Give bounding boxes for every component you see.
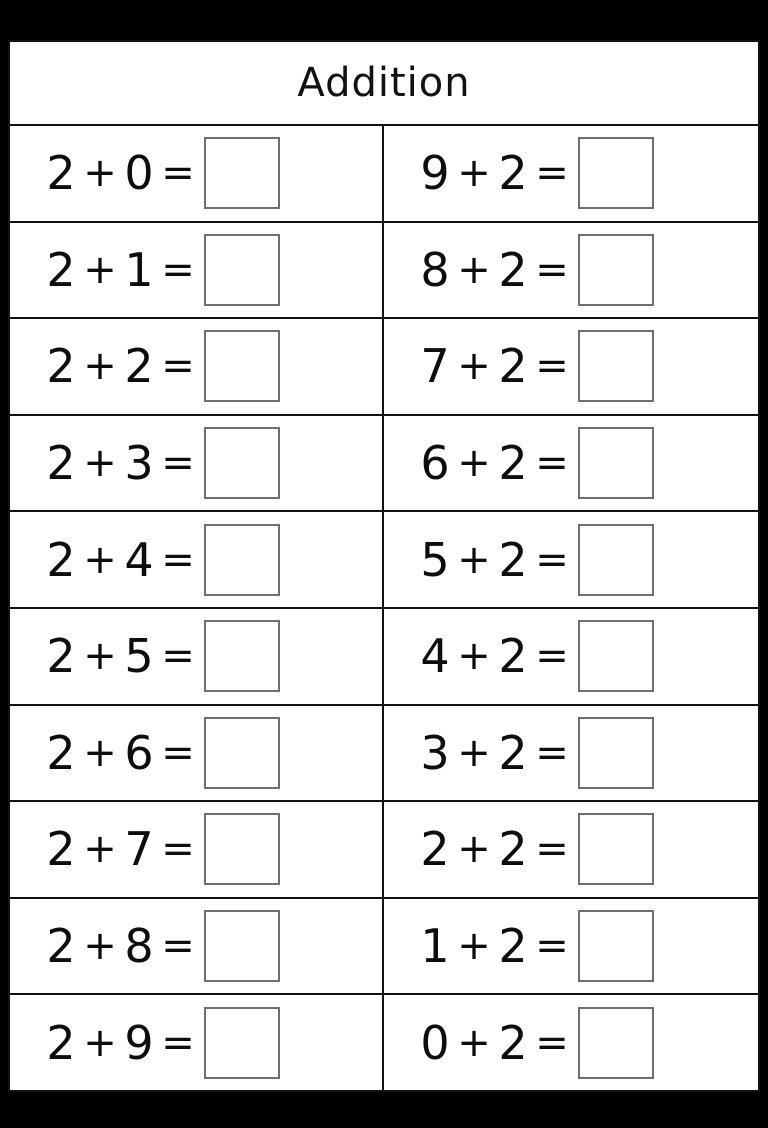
answer-input[interactable] [204, 910, 280, 982]
addend-second: 4 [124, 532, 154, 587]
table-row [10, 223, 758, 320]
plus-operator: + [83, 1019, 117, 1066]
problem-cell-left-5 [10, 512, 384, 607]
problem-cell-left-10 [10, 995, 384, 1090]
problem-cell-right-1 [384, 126, 758, 221]
problem-rows [10, 126, 758, 1090]
addend-second: 1 [124, 242, 154, 297]
problem-right-6 [418, 620, 654, 692]
table-row [10, 126, 758, 223]
addend-first: 2 [46, 629, 76, 684]
addend-first: 2 [46, 436, 76, 491]
problem-cell-right-2 [384, 223, 758, 318]
equals-sign: = [161, 923, 195, 970]
answer-input[interactable] [578, 717, 654, 789]
equals-sign: = [535, 440, 569, 487]
addend-first: 8 [420, 242, 450, 297]
addend-first: 5 [420, 532, 450, 587]
problem-left-10 [44, 1007, 280, 1079]
plus-operator: + [457, 826, 491, 873]
problem-left-3 [44, 330, 280, 402]
addend-second: 3 [124, 436, 154, 491]
equals-sign: = [535, 246, 569, 293]
worksheet-sheet [8, 40, 760, 1092]
equals-sign: = [161, 729, 195, 776]
addend-second: 5 [124, 629, 154, 684]
equals-sign: = [161, 440, 195, 487]
problem-left-6 [44, 620, 280, 692]
problem-cell-right-9 [384, 899, 758, 994]
answer-input[interactable] [578, 330, 654, 402]
addend-second: 7 [124, 822, 154, 877]
addend-first: 2 [46, 919, 76, 974]
equals-sign: = [161, 343, 195, 390]
problem-right-8 [418, 813, 654, 885]
page-title: Addition [297, 60, 471, 106]
table-row [10, 995, 758, 1090]
problem-left-1 [44, 137, 280, 209]
problem-cell-left-9 [10, 899, 384, 994]
addend-second: 9 [124, 1015, 154, 1070]
addend-second: 2 [498, 532, 528, 587]
answer-input[interactable] [578, 813, 654, 885]
equals-sign: = [161, 246, 195, 293]
answer-input[interactable] [204, 1007, 280, 1079]
problem-cell-right-7 [384, 706, 758, 801]
plus-operator: + [457, 1019, 491, 1066]
table-row [10, 609, 758, 706]
addend-first: 2 [46, 1015, 76, 1070]
problem-right-9 [418, 910, 654, 982]
plus-operator: + [457, 246, 491, 293]
plus-operator: + [457, 440, 491, 487]
problem-left-8 [44, 813, 280, 885]
problem-cell-left-2 [10, 223, 384, 318]
table-row [10, 802, 758, 899]
plus-operator: + [83, 150, 117, 197]
addend-second: 8 [124, 919, 154, 974]
equals-sign: = [535, 343, 569, 390]
addend-second: 2 [498, 1015, 528, 1070]
plus-operator: + [457, 633, 491, 680]
problem-cell-left-1 [10, 126, 384, 221]
plus-operator: + [457, 729, 491, 776]
problem-cell-right-8 [384, 802, 758, 897]
worksheet-title-bar [10, 42, 758, 126]
answer-input[interactable] [578, 234, 654, 306]
plus-operator: + [83, 536, 117, 583]
plus-operator: + [83, 923, 117, 970]
addend-first: 2 [46, 532, 76, 587]
plus-operator: + [83, 343, 117, 390]
addend-first: 2 [46, 146, 76, 201]
addend-second: 2 [498, 146, 528, 201]
plus-operator: + [457, 923, 491, 970]
answer-input[interactable] [204, 813, 280, 885]
problem-right-1 [418, 137, 654, 209]
problem-cell-left-8 [10, 802, 384, 897]
plus-operator: + [83, 440, 117, 487]
table-row [10, 512, 758, 609]
table-row [10, 706, 758, 803]
equals-sign: = [535, 1019, 569, 1066]
problem-right-7 [418, 717, 654, 789]
addend-first: 2 [46, 822, 76, 877]
plus-operator: + [457, 150, 491, 197]
table-row [10, 319, 758, 416]
problem-left-2 [44, 234, 280, 306]
problem-cell-left-4 [10, 416, 384, 511]
addend-first: 3 [420, 725, 450, 780]
equals-sign: = [535, 633, 569, 680]
equals-sign: = [535, 729, 569, 776]
addend-second: 2 [498, 629, 528, 684]
problem-cell-right-10 [384, 995, 758, 1090]
addend-second: 2 [498, 339, 528, 394]
addend-first: 2 [46, 725, 76, 780]
addend-first: 2 [46, 242, 76, 297]
addend-second: 2 [498, 919, 528, 974]
problem-cell-right-3 [384, 319, 758, 414]
table-row [10, 416, 758, 513]
addend-first: 0 [420, 1015, 450, 1070]
equals-sign: = [161, 1019, 195, 1066]
problem-cell-right-6 [384, 609, 758, 704]
answer-input[interactable] [578, 137, 654, 209]
answer-input[interactable] [578, 620, 654, 692]
problem-right-10 [418, 1007, 654, 1079]
addend-second: 2 [124, 339, 154, 394]
addend-first: 6 [420, 436, 450, 491]
addend-second: 2 [498, 242, 528, 297]
answer-input[interactable] [204, 137, 280, 209]
equals-sign: = [535, 536, 569, 583]
equals-sign: = [161, 826, 195, 873]
problem-left-9 [44, 910, 280, 982]
problem-left-7 [44, 717, 280, 789]
equals-sign: = [161, 536, 195, 583]
answer-input[interactable] [204, 524, 280, 596]
addend-first: 7 [420, 339, 450, 394]
plus-operator: + [83, 633, 117, 680]
problem-left-4 [44, 427, 280, 499]
equals-sign: = [161, 150, 195, 197]
problem-right-2 [418, 234, 654, 306]
answer-input[interactable] [578, 1007, 654, 1079]
addend-first: 1 [420, 919, 450, 974]
problem-right-4 [418, 427, 654, 499]
addend-second: 0 [124, 146, 154, 201]
plus-operator: + [457, 536, 491, 583]
problem-right-5 [418, 524, 654, 596]
answer-input[interactable] [578, 427, 654, 499]
equals-sign: = [161, 633, 195, 680]
addend-second: 2 [498, 436, 528, 491]
plus-operator: + [83, 729, 117, 776]
answer-input[interactable] [204, 234, 280, 306]
answer-input[interactable] [578, 910, 654, 982]
problem-cell-right-4 [384, 416, 758, 511]
problem-cell-left-3 [10, 319, 384, 414]
addend-second: 2 [498, 822, 528, 877]
problem-right-3 [418, 330, 654, 402]
answer-input[interactable] [204, 427, 280, 499]
addend-first: 9 [420, 146, 450, 201]
plus-operator: + [457, 343, 491, 390]
addend-second: 6 [124, 725, 154, 780]
plus-operator: + [83, 246, 117, 293]
problem-left-5 [44, 524, 280, 596]
equals-sign: = [535, 150, 569, 197]
answer-input[interactable] [204, 330, 280, 402]
addend-second: 2 [498, 725, 528, 780]
problem-cell-right-5 [384, 512, 758, 607]
addend-first: 4 [420, 629, 450, 684]
answer-input[interactable] [204, 717, 280, 789]
equals-sign: = [535, 923, 569, 970]
plus-operator: + [83, 826, 117, 873]
answer-input[interactable] [578, 524, 654, 596]
problem-cell-left-7 [10, 706, 384, 801]
problem-cell-left-6 [10, 609, 384, 704]
addend-first: 2 [46, 339, 76, 394]
table-row [10, 899, 758, 996]
equals-sign: = [535, 826, 569, 873]
answer-input[interactable] [204, 620, 280, 692]
addend-first: 2 [420, 822, 450, 877]
